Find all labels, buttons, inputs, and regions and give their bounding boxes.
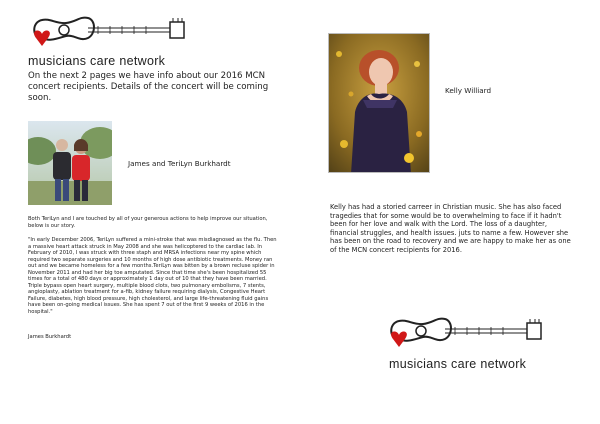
intro-text: On the next 2 pages we have info about our 2016 MCN concert recipients. Details of the concert will be coming soon. — [28, 71, 269, 103]
logo-text: musicians care network — [28, 54, 166, 68]
burkhardt-name: James and TeriLyn Burkhardt — [128, 159, 231, 168]
guitar-heart-logo-icon — [385, 309, 545, 357]
mcn-logo-top — [28, 8, 188, 68]
kelly-bio: Kelly has had a storied carreer in Christian music. She has also faced tragedies that for some would be to overwhelming to face if it hadn't been for her love and walk with the Lord. The loss of a daughter, financial struggles, and health issues. juts to name a few. However she has been on the road to recovery and we are happy to make her as one of the MCN concert recipients for 2016. — [330, 203, 571, 254]
burkhardt-signature: James Burkhardt — [28, 334, 72, 340]
kelly-name: Kelly Williard — [445, 86, 492, 95]
logo-text: musicians care network — [389, 357, 527, 371]
kelly-photo — [328, 33, 430, 173]
burkhardt-thanks: Both TeriLyn and I are touched by all of your generous actions to help improve our situation, below is our story. — [28, 216, 268, 229]
burkhardt-story: "In early December 2006, TeriLyn suffered a mini-stroke that was misdiagnosed as the flu. Then a massive heart attack struck in May 2008 and she was helicoptered to the cardiac lab. In February of 2010, I was struck with three staph and MRSA infections near my spine which required two separate surgeries and 10 months of high dose antibiotic treatments. Money ran out and we became homeless for a few months.TeriLyn was bitten by a brown recluse spider in November 2011 and had her big toe amputated. Since that time she's been hospitalized 55 times for a total of 480 days or approximately 1 day out of 10 that they have been married. Triple bypass open heart surgery, multiple blood clots, two pulmonary embolisms, 7 stents, angioplasty, ablation treatment for a-fib, kidney failure requiring dialysis, Congestive Heart Failure, diabetes, high blood pressure, high cholesterol, and large life-threatening fluid gains have been on-going medical issues. She has spent 7 out of the first 9 weeks of 2016 in the hospital." — [28, 237, 277, 315]
guitar-heart-logo-icon — [28, 8, 188, 56]
burkhardt-photo — [28, 121, 112, 205]
mcn-logo-bottom — [385, 309, 545, 371]
